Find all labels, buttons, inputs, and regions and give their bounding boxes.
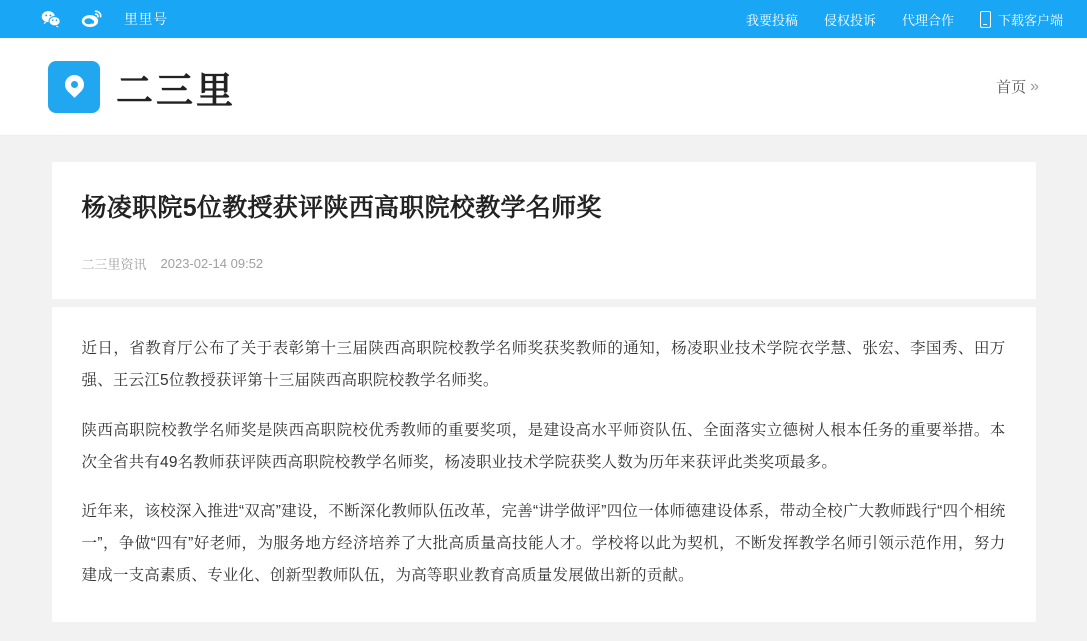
- site-header: [0, 38, 1087, 136]
- article-meta: [82, 254, 1006, 273]
- article-body: [52, 307, 1036, 621]
- article-header-card: [52, 162, 1036, 299]
- wechat-icon[interactable]: [40, 8, 62, 30]
- chevron-right-icon: »: [1030, 77, 1039, 95]
- logo-text: 二三里: [116, 69, 236, 111]
- site-logo[interactable]: [48, 60, 236, 114]
- card-divider: [52, 299, 1036, 307]
- mobile-phone-icon: [980, 11, 991, 28]
- agency-cooperation-link[interactable]: 代理合作: [901, 12, 954, 28]
- article-source: 二三里资讯: [81, 257, 147, 273]
- article-paragraph: 陕西高职院校教学名师奖是陕西高职院校优秀教师的重要奖项，是建设高水平师资队伍、全面落实立德树人根本任务的重要举措。本次全省共有49名教师获评陕西高职院校教学名师奖，杨凌职业技术学院获奖人数为历年来获评此类奖项最多。: [81, 421, 1006, 471]
- article-paragraph: 近日，省教育厅公布了关于表彰第十三届陕西高职院校教学名师奖获奖教师的通知，杨凌职业技术学院衣学慧、张宏、李国秀、田万强、王云江5位教授获评第十三届陕西高职院校教学名师奖。: [81, 340, 1006, 390]
- page-body: [0, 136, 1087, 641]
- content-column: [52, 162, 1036, 622]
- top-navigation-bar: [0, 0, 1087, 38]
- infringement-complaint-link[interactable]: 侵权投诉: [823, 12, 876, 28]
- download-app-button[interactable]: [980, 10, 1063, 29]
- location-pin-icon: [48, 61, 100, 113]
- weibo-icon[interactable]: [80, 8, 102, 30]
- article-timestamp: 2023-02-14 09:52: [160, 256, 264, 272]
- topbar-brand-label[interactable]: 里里号: [124, 11, 168, 27]
- nav-home[interactable]: [996, 76, 1039, 97]
- article-paragraph: 近年来，该校深入推进“双高”建设，不断深化教师队伍改革，完善“讲学做评”四位一体师德建设体系，带动全校广大教师践行“四个相统一”，争做“四有”好老师，为服务地方经济培养了大批高质量高技能人才。学校将以此为契机，不断发挥教学名师引领示范作用，努力建成一支高素质、专业化、创新型教师队伍，为高等职业教育高质量发展做出新的贡献。: [81, 503, 1006, 584]
- submit-article-link[interactable]: 我要投稿: [745, 12, 798, 28]
- topbar-right-group: [746, 10, 1063, 29]
- page-title: 杨凌职院5位教授获评陕西高职院校教学名师奖: [81, 194, 602, 222]
- topbar-left-group: [40, 8, 168, 30]
- pin-shape: [65, 74, 84, 100]
- nav-home-label: 首页: [996, 79, 1027, 96]
- download-app-label: 下载客户端: [997, 12, 1063, 28]
